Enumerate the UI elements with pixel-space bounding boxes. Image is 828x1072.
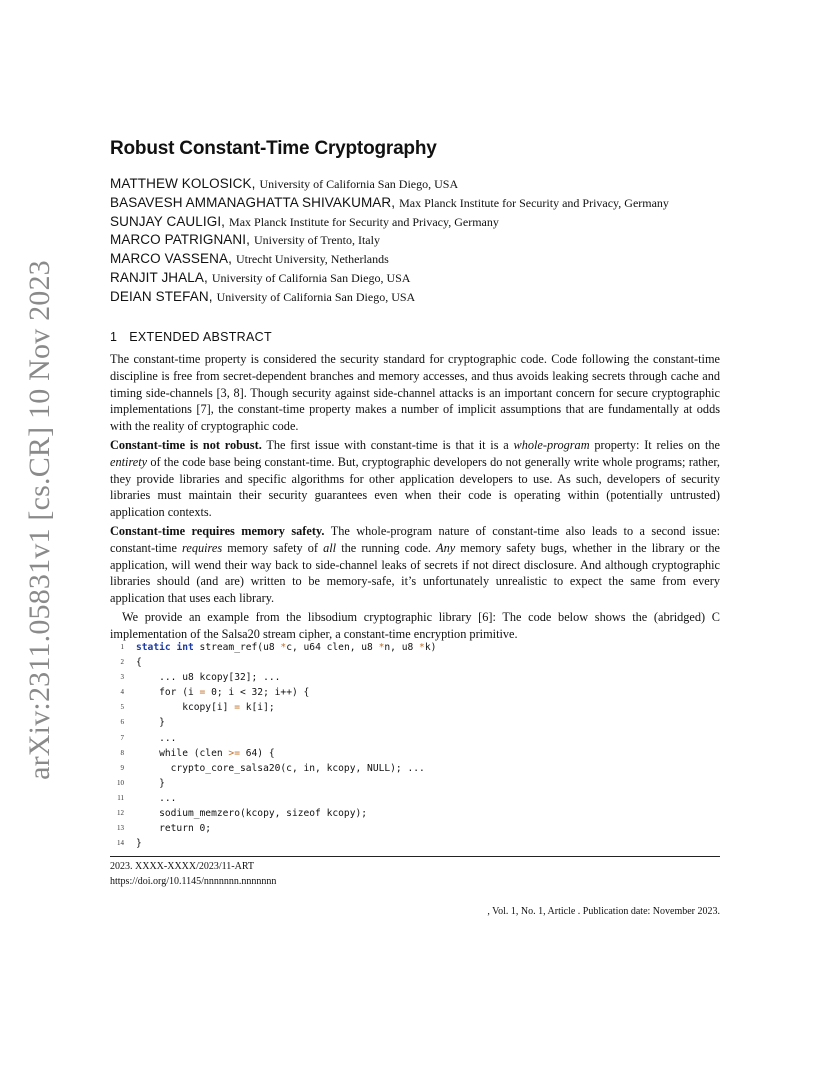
line-number: 9 <box>120 763 124 772</box>
code-text: ... <box>136 732 177 744</box>
code-text: return 0; <box>136 823 212 835</box>
code-line <box>110 746 720 761</box>
emphasis: all <box>323 540 337 555</box>
code-text: kcopy[i] = k[i]; <box>136 702 275 714</box>
author-entry <box>110 231 750 250</box>
code-text: ... u8 kcopy[32]; ... <box>136 672 281 684</box>
page-footer: , Vol. 1, No. 1, Article . Publication date: November 2023. <box>487 906 720 917</box>
emphasis: requires <box>182 540 223 555</box>
code-line <box>110 655 720 670</box>
code-line <box>110 806 720 821</box>
code-text: } <box>136 838 142 850</box>
code-text: while (clen >= 64) { <box>136 747 275 759</box>
paragraph-intro: The constant-time property is considered the security standard for cryptographic code. Code following the constant-time discipline is free from secret-dependent branches and memory accesses, and thus avoids leaking secrets through cache and timing side-channels [3, 8]. Though security against side-channel attacks is an important concern for secure cryptographic implementations [7], the constant-time property makes a number of implicit assumptions that are fundamentally at odds with the reality of cryptographic code. <box>110 352 720 434</box>
code-line <box>110 791 720 806</box>
author-list <box>110 175 750 307</box>
author-name: SUNJAY CAULIGI, <box>110 213 226 229</box>
line-number: 3 <box>120 673 124 682</box>
code-keyword: int <box>176 642 194 653</box>
code-operator: * <box>378 642 385 653</box>
author-affiliation: University of California San Diego, USA <box>259 177 459 191</box>
author-affiliation: Max Planck Institute for Security and Privacy, Germany <box>399 195 669 210</box>
run-in-heading: Constant-time is not robust. <box>110 437 262 452</box>
author-entry <box>110 194 750 213</box>
author-entry <box>110 250 750 269</box>
footnote-identifier: 2023. XXXX-XXXX/2023/11-ART <box>110 861 255 872</box>
line-number: 2 <box>120 658 124 667</box>
line-number: 11 <box>117 793 124 802</box>
line-number: 1 <box>120 643 124 651</box>
author-affiliation: Utrecht University, Netherlands <box>235 252 389 267</box>
paragraph-memory-safety <box>110 523 720 607</box>
arxiv-identifier <box>12 260 68 780</box>
line-number: 12 <box>117 809 124 818</box>
author-affiliation: University of Trento, Italy <box>253 233 380 248</box>
author-name: BASAVESH AMMANAGHATTA SHIVAKUMAR, <box>110 194 396 210</box>
code-text: for (i = 0; i < 32; i++) { <box>136 687 310 699</box>
code-text: static int stream_ref(u8 *c, u64 clen, u8 *n, u8 *k) <box>136 642 437 653</box>
author-name: MATTHEW KOLOSICK, <box>110 176 256 191</box>
line-number: 13 <box>117 824 124 833</box>
footnote-rule <box>110 856 720 857</box>
paragraph-text: the running code. <box>336 540 437 555</box>
footnote <box>110 860 276 890</box>
section-heading <box>110 330 272 344</box>
code-text: ... <box>136 792 177 804</box>
code-line <box>110 670 720 685</box>
code-line <box>110 700 720 715</box>
paragraph-not-robust <box>110 437 720 521</box>
author-name: MARCO VASSENA, <box>110 251 232 267</box>
arxiv-identifier-text: arXiv:2311.05831v1 [cs.CR] 10 Nov 2023 <box>23 260 56 780</box>
code-line <box>110 836 720 851</box>
section-title: EXTENDED ABSTRACT <box>129 330 272 344</box>
author-name: DEIAN STEFAN, <box>110 288 213 304</box>
line-number: 5 <box>120 703 124 712</box>
author-affiliation: University of California San Diego, USA <box>211 270 411 285</box>
abstract-body <box>110 351 720 643</box>
code-operator: * <box>280 642 287 653</box>
author-entry <box>110 269 750 288</box>
paper-title: Robust Constant-Time Cryptography <box>110 138 437 159</box>
code-operator: = <box>199 687 206 699</box>
author-entry <box>110 175 750 194</box>
paragraph-text: memory safety of <box>222 540 324 555</box>
emphasis: whole-program <box>513 437 590 452</box>
footnote-doi-link[interactable]: https://doi.org/10.1145/nnnnnnn.nnnnnnn <box>110 875 277 887</box>
paragraph-text: property: It relies on the <box>589 437 720 452</box>
code-listing <box>110 640 720 851</box>
author-affiliation: University of California San Diego, USA <box>216 289 416 304</box>
code-line <box>110 776 720 791</box>
code-operator: >= <box>228 747 240 759</box>
code-line <box>110 640 720 655</box>
code-text: } <box>136 777 165 789</box>
paragraph-text: The whole-program nature of constant-time also leads to a second issue: constant-time <box>110 523 720 555</box>
paragraph-text: memory safety bugs, whether in the library or the application, will wend their way back to side-channel leaks of secrets if not direct disclosure. And although cryptographic libraries should (and are) written to be memory-safe, it’s unfortunately unrealistic to expect the same from every application that uses each library. <box>110 540 720 606</box>
line-number: 6 <box>120 718 124 727</box>
author-entry <box>110 213 750 232</box>
code-text: { <box>136 657 142 669</box>
paragraph-example: We provide an example from the libsodium cryptographic library [6]: The code below shows the (abridged) C implementation of the Salsa20 stream cipher, a constant-time encryption primitive. <box>110 609 720 641</box>
run-in-heading: Constant-time requires memory safety. <box>110 523 325 538</box>
code-operator: = <box>234 702 240 714</box>
paragraph-text: of the code base being constant-time. But, cryptographic developers do not generally write whole programs; rather, they provide libraries and specific algorithms for other application developers to use. As such, developers of security libraries must maintain their security guarantees even when their code is operating within (potentially untrusted) application contexts. <box>110 454 720 520</box>
code-text: crypto_core_salsa20(c, in, kcopy, NULL); ... <box>136 762 425 774</box>
paragraph-text: The first issue with constant-time is that it is a <box>261 437 514 452</box>
author-name: MARCO PATRIGNANI, <box>110 232 250 248</box>
code-line <box>110 685 720 700</box>
line-number: 14 <box>117 839 124 848</box>
code-line <box>110 761 720 776</box>
emphasis: Any <box>436 540 456 555</box>
code-text: sodium_memzero(kcopy, sizeof kcopy); <box>136 808 368 820</box>
code-line <box>110 731 720 746</box>
line-number: 8 <box>120 748 124 757</box>
line-number: 7 <box>120 733 124 742</box>
code-keyword: static <box>136 642 171 653</box>
code-line <box>110 821 720 836</box>
line-number: 10 <box>117 778 124 787</box>
code-line <box>110 715 720 730</box>
author-name: RANJIT JHALA, <box>110 269 208 285</box>
section-number: 1 <box>110 330 118 344</box>
author-entry <box>110 288 750 307</box>
code-operator: * <box>419 642 425 653</box>
line-number: 4 <box>120 688 124 697</box>
code-text: } <box>136 717 165 729</box>
emphasis: entirety <box>110 454 148 469</box>
author-affiliation: Max Planck Institute for Security and Privacy, Germany <box>229 214 499 229</box>
